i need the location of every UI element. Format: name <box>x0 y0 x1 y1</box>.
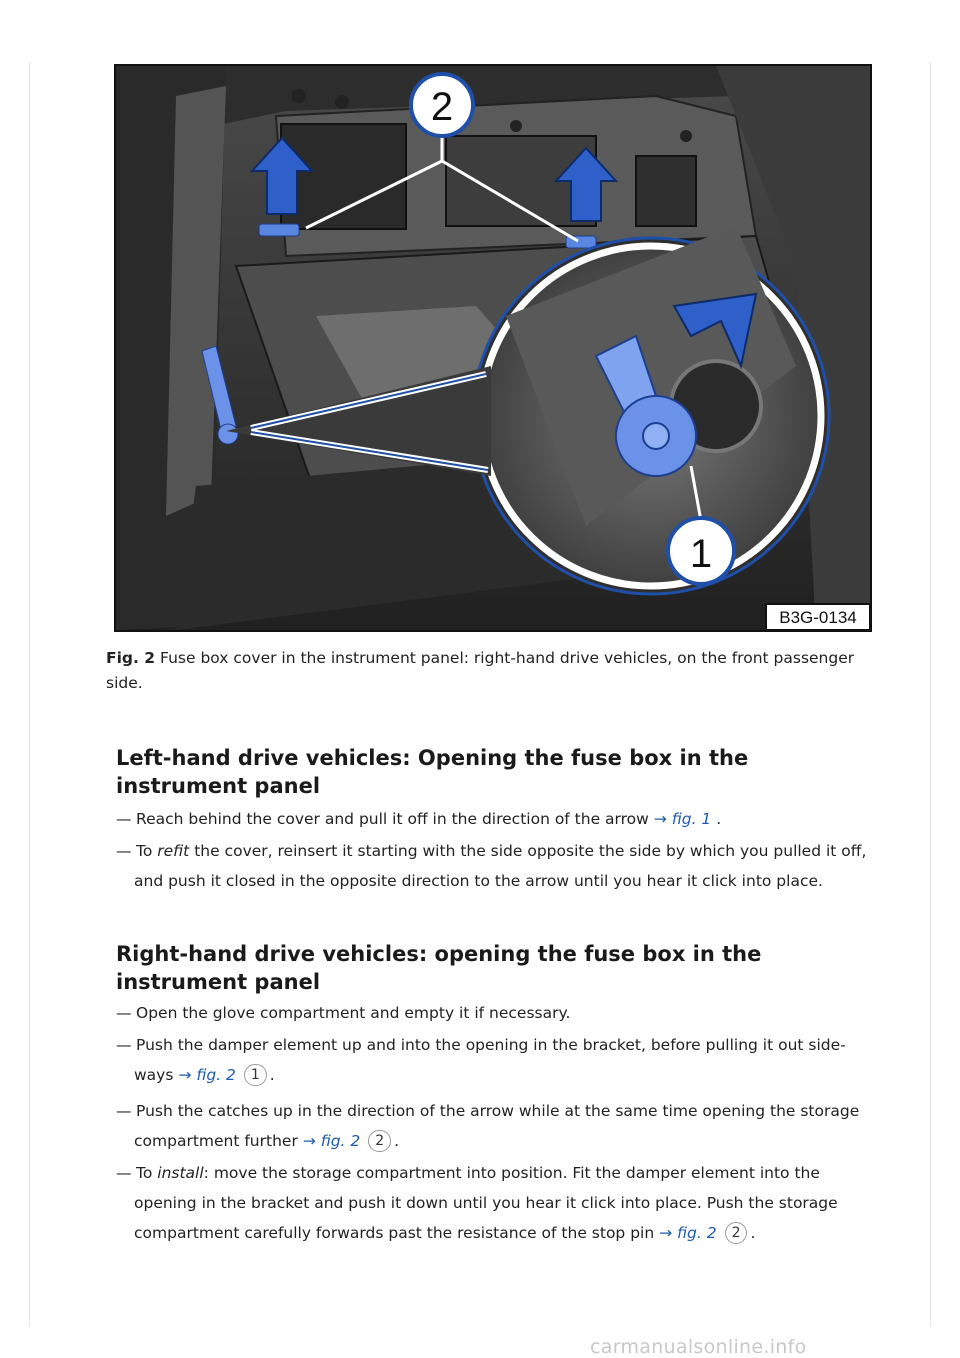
right-margin-line <box>930 62 931 1327</box>
callout-1-label: 1 <box>689 532 713 576</box>
step-text: Reach behind the cover and pull it off in the direction of the arrow <box>136 810 649 828</box>
callout-2-badge[interactable]: 2 <box>725 1222 748 1244</box>
glove-compartment-illustration <box>116 66 870 630</box>
arrow-icon: → <box>659 1224 673 1242</box>
arrow-icon: → <box>178 1066 192 1084</box>
step-lhd-2: — To refit the cover, reinsert it starting with the side opposite the side by which you pulled it off, and push it closed in the opposite direction to the arrow until you hear it click into place. <box>116 842 867 890</box>
step-rhd-2: — Push the damper element up and into the opening in the bracket, before pulling it out side- ways → fig. 2 1 . <box>116 1036 846 1084</box>
step-rhd-1: — Open the glove compartment and empty it if necessary. <box>116 1004 571 1022</box>
section-heading-lhd: Left-hand drive vehicles: Opening the fuse box in the instrument panel <box>116 746 749 798</box>
caption-text: Fuse box cover in the instrument panel: right-hand drive vehicles, on the front passenger side. <box>106 649 855 692</box>
callout-1-badge[interactable]: 1 <box>244 1064 267 1086</box>
image-code: B3G-0134 <box>779 608 857 627</box>
arrow-icon: → <box>302 1132 316 1150</box>
fig-2-link[interactable]: fig. 2 <box>196 1066 236 1084</box>
emphasis-refit: refit <box>157 842 190 860</box>
fig-2-link[interactable]: fig. 2 <box>320 1132 361 1150</box>
step-lhd-1: — Reach behind the cover and pull it off in the direction of the arrow → fig. 1 . <box>116 810 722 828</box>
left-margin-line <box>29 62 30 1327</box>
arrow-icon: → <box>653 810 667 828</box>
fuse-box-figure <box>114 64 872 632</box>
section-heading-rhd: Right-hand drive vehicles: opening the fuse box in the instrument panel <box>116 942 762 994</box>
watermark: carmanualsonline.info <box>590 1336 807 1358</box>
emphasis-install: install <box>157 1164 204 1182</box>
step-rhd-4: — To install: move the storage compartment into position. Fit the damper element into the opening in the bracket and push it down until you hear it click into place. Push the storage compartment carefully forwards past the resistance of the stop pin → fig. 2 2 . <box>116 1164 838 1242</box>
caption-figure-label: Fig. 2 <box>106 649 156 667</box>
fig-2-link[interactable]: fig. 2 <box>677 1224 717 1242</box>
callout-2-label: 2 <box>430 85 454 129</box>
callout-2-badge[interactable]: 2 <box>368 1130 391 1152</box>
fig-1-link[interactable]: fig. 1 <box>671 810 712 828</box>
step-rhd-3: — Push the catches up in the direction of the arrow while at the same time opening the storage compartment further → fig. 2 2 . <box>116 1102 860 1150</box>
figure-caption <box>106 646 866 696</box>
